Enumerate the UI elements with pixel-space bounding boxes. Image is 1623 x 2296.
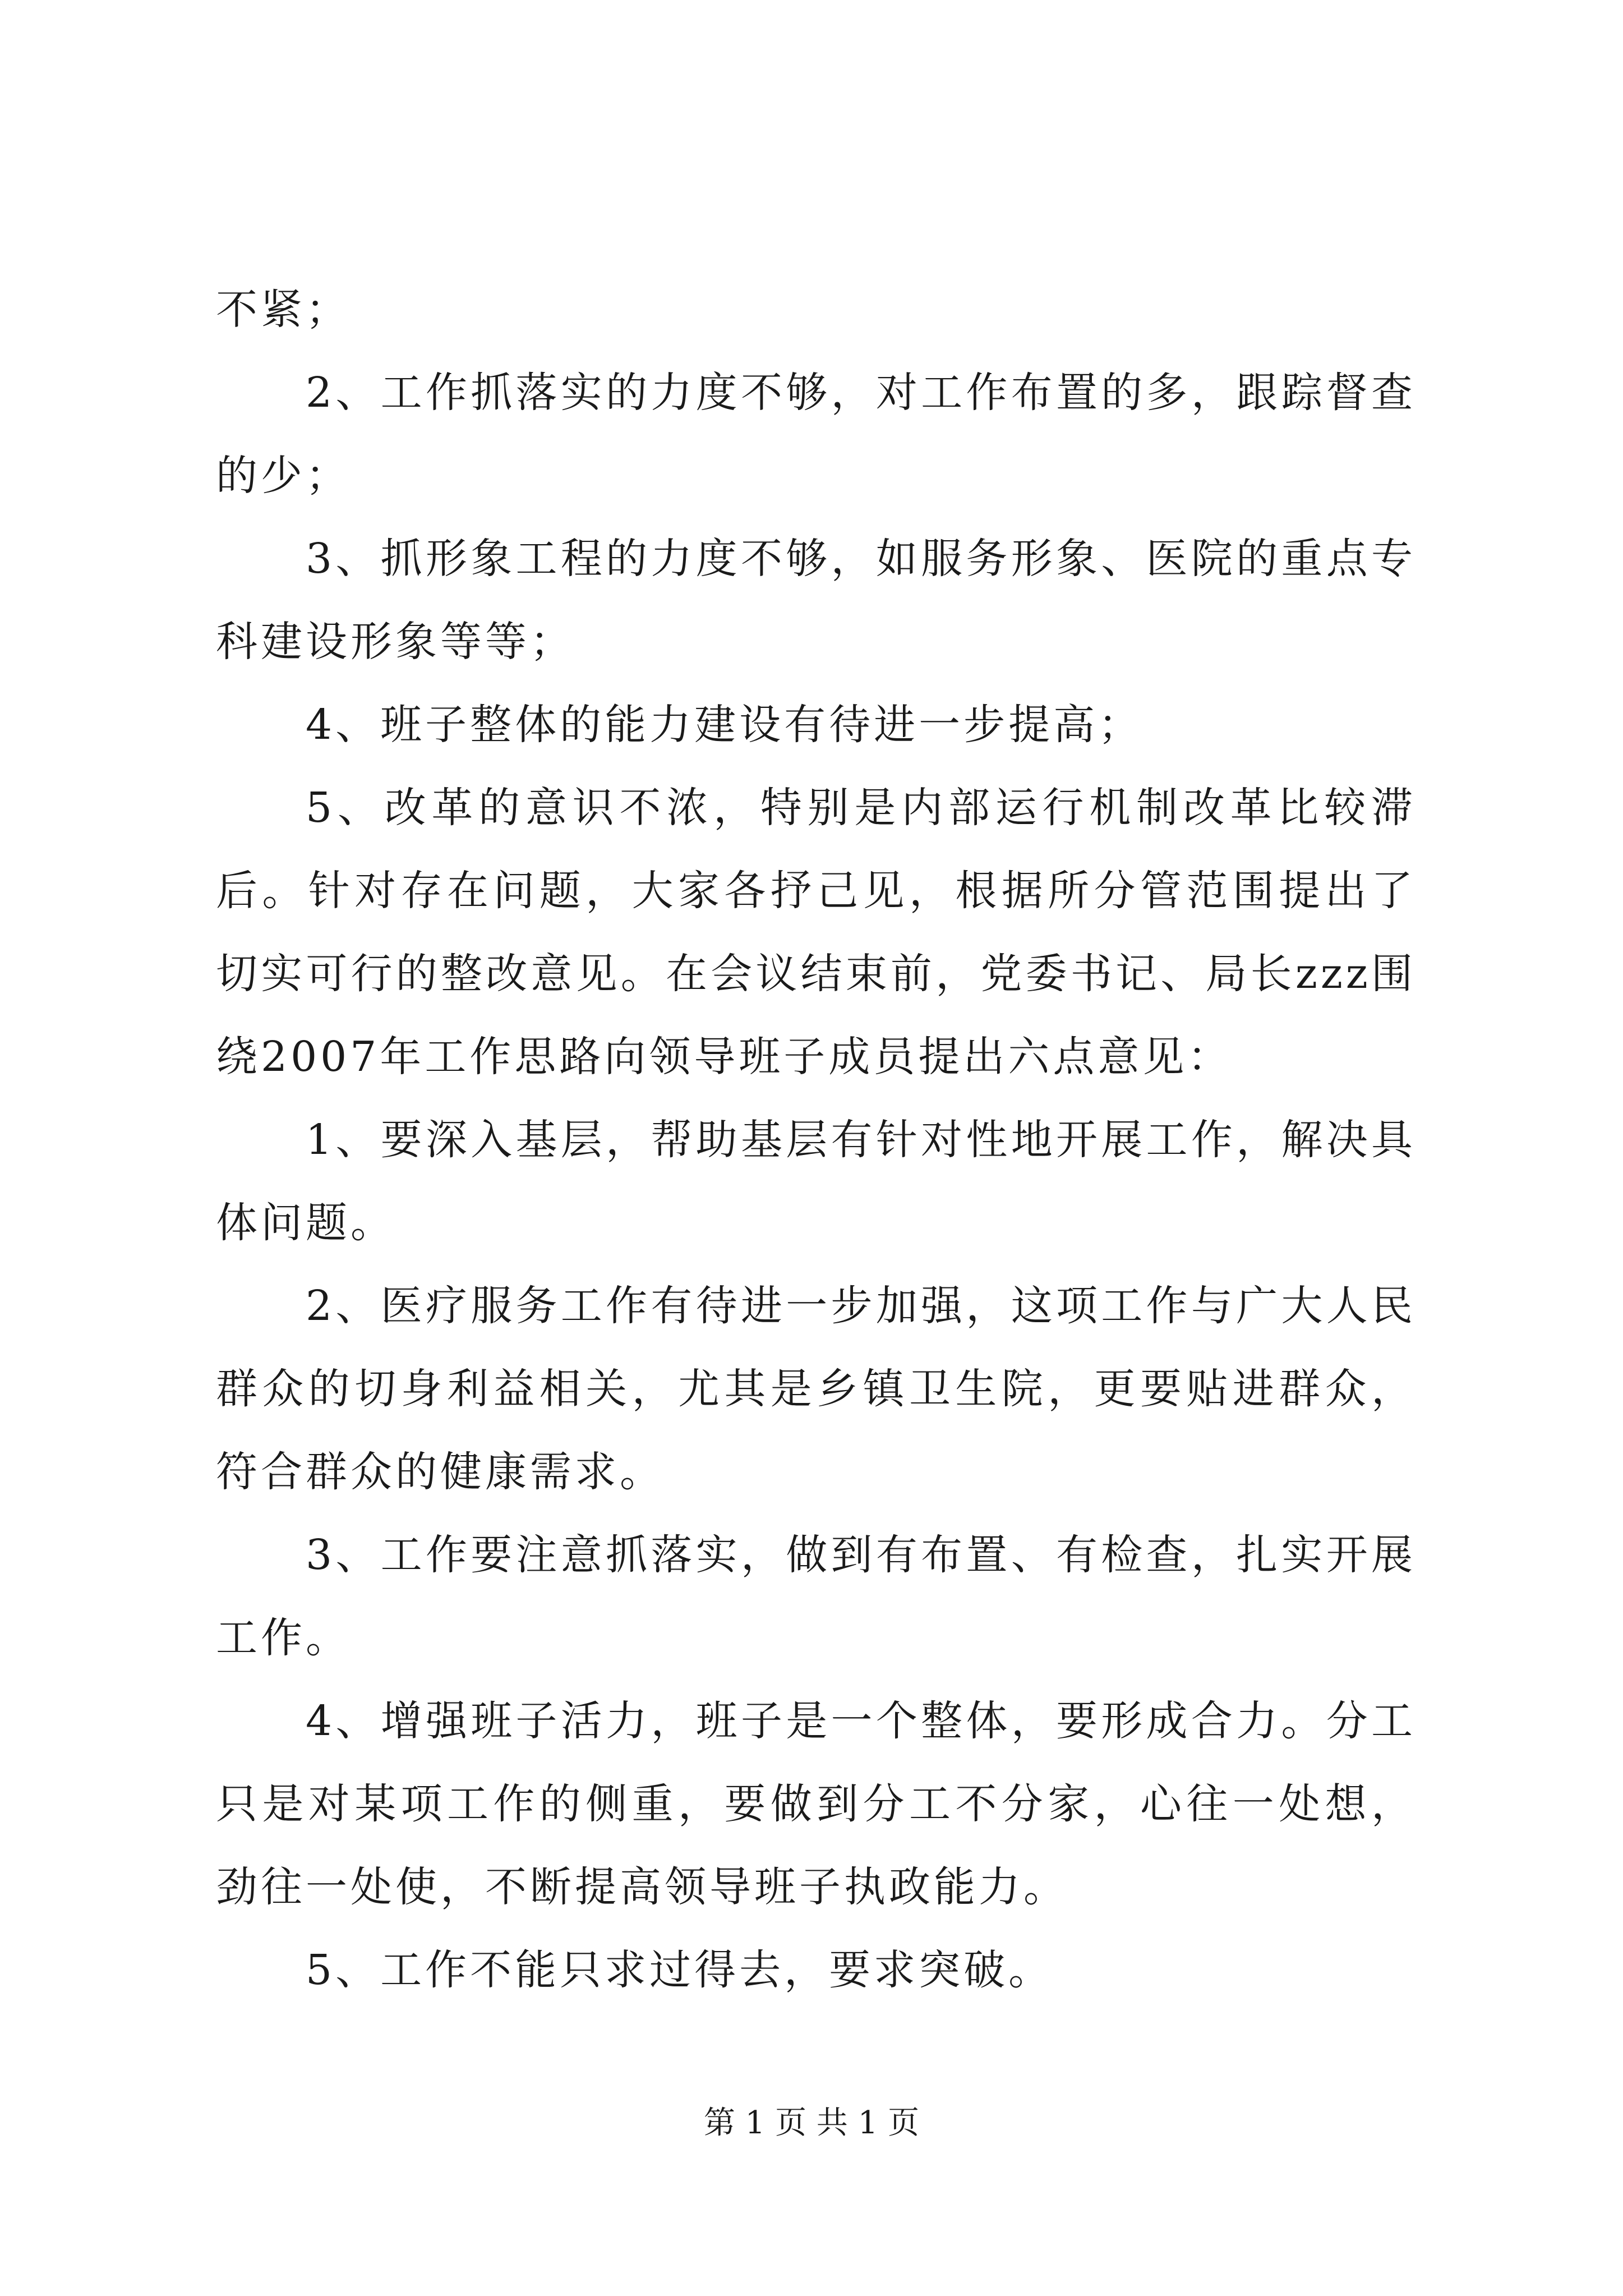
paragraph: 5、改革的意识不浓，特别是内部运行机制改革比较滞后。针对存在问题，大家各抒己见，根据所分管范围提出了切实可行的整改意见。在会议结束前，党委书记、局长zzz围绕2007年工作思路向领导班子成员提出六点意见： — [216, 784, 1416, 1081]
paragraph: 5、工作不能只求过得去，要求突破。 — [306, 1946, 1054, 1994]
paragraph: 4、增强班子活力，班子是一个整体，要形成合力。分工只是对某项工作的侧重，要做到分工不分家，心往一处想，劲往一处使，不断提高领导班子执政能力。 — [216, 1697, 1416, 1911]
paragraph: 1、要深入基层，帮助基层有针对性地开展工作，解决具体问题。 — [216, 1116, 1416, 1247]
paragraph: 3、抓形象工程的力度不够，如服务形象、医院的重点专科建设形象等等； — [216, 535, 1416, 666]
paragraph: 2、工作抓落实的力度不够，对工作布置的多，跟踪督查的少； — [216, 369, 1416, 500]
paragraph: 2、医疗服务工作有待进一步加强，这项工作与广大人民群众的切身利益相关，尤其是乡镇卫生院，更要贴进群众，符合群众的健康需求。 — [216, 1282, 1416, 1496]
document-body — [216, 268, 1416, 2012]
paragraph: 4、班子整体的能力建设有待进一步提高； — [306, 701, 1144, 749]
paragraph: 不紧； — [216, 286, 351, 334]
page-number-footer: 第 1 页 共 1 页 — [703, 2105, 920, 2141]
paragraph: 3、工作要注意抓落实，做到有布置、有检查，扎实开展工作。 — [216, 1531, 1416, 1662]
